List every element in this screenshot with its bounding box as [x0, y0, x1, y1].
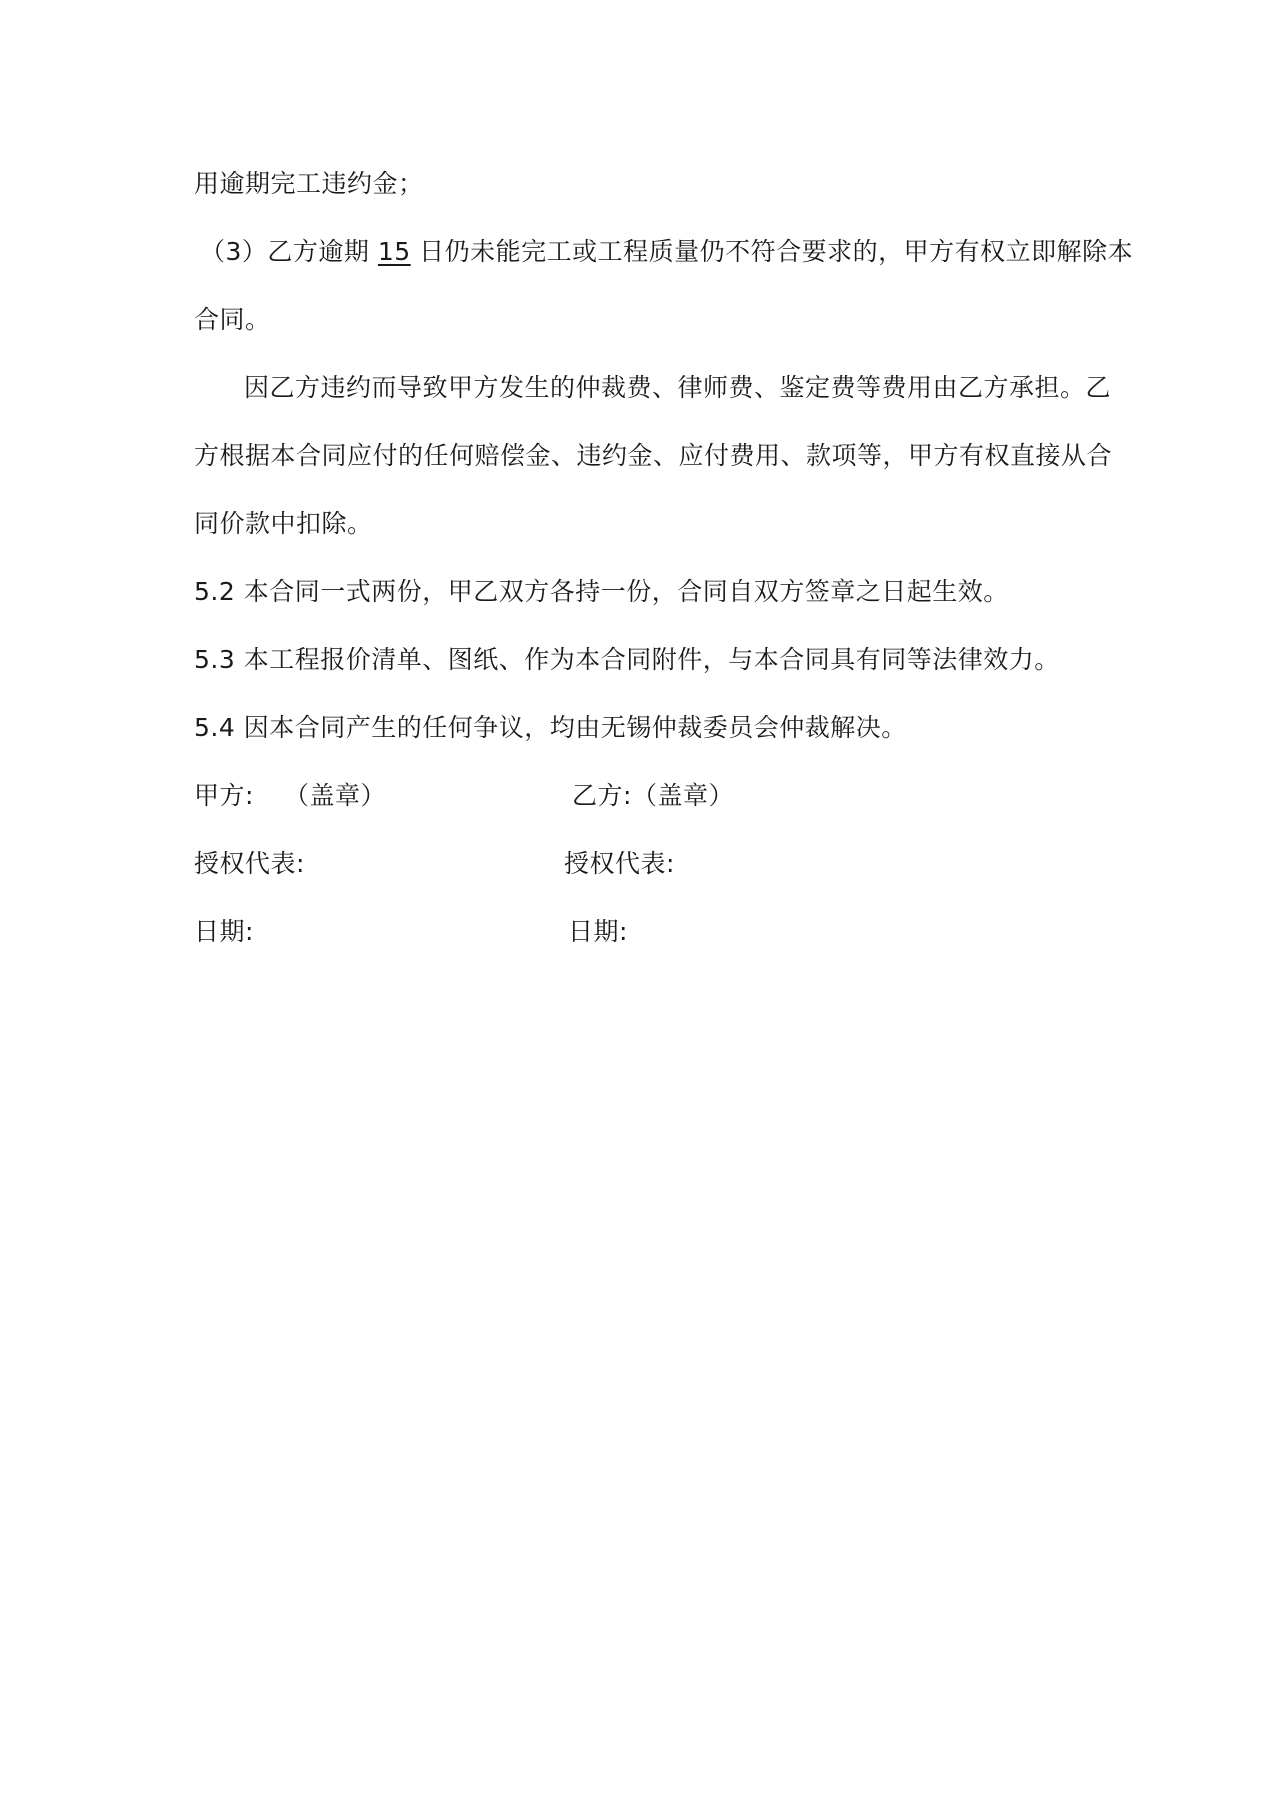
party-b-seal: （盖章） — [631, 781, 734, 810]
party-a-seal: （盖章） — [283, 781, 386, 810]
party-a-signature — [194, 780, 386, 812]
text-line-penalty: 用逾期完工违约金； — [194, 169, 424, 198]
clause-5-2: 5.2 本合同一式两份，甲乙双方各持一份，合同自双方签章之日起生效。 — [194, 577, 1009, 606]
party-a-representative: 授权代表: — [194, 849, 305, 878]
party-b-label: 乙方: — [572, 781, 632, 810]
clause-5-3: 5.3 本工程报价清单、图纸、作为本合同附件，与本合同具有同等法律效力。 — [194, 645, 1060, 674]
party-b-date: 日期: — [568, 917, 628, 946]
paragraph-breach-line-3: 同价款中扣除。 — [194, 509, 373, 538]
clause-item-3-text: 日仍未能完工或工程质量仍不符合要求的，甲方有权立即解除本 — [419, 237, 1134, 266]
paragraph-breach-line-1: 因乙方违约而导致甲方发生的仲裁费、律师费、鉴定费等费用由乙方承担。乙 — [244, 373, 1112, 402]
party-b-signature — [572, 780, 734, 812]
party-a-date: 日期: — [194, 917, 254, 946]
clause-5-4: 5.4 因本合同产生的任何争议，均由无锡仲裁委员会仲裁解决。 — [194, 713, 907, 742]
paragraph-breach-line-2: 方根据本合同应付的任何赔偿金、违约金、应付费用、款项等，甲方有权直接从合 — [194, 441, 1113, 470]
clause-item-3-prefix: （3）乙方逾期 — [200, 237, 370, 266]
clause-item-3 — [200, 236, 1133, 268]
overdue-days-value: 15 — [377, 237, 411, 266]
party-a-label: 甲方: — [194, 781, 254, 810]
party-b-representative: 授权代表: — [564, 849, 675, 878]
text-line-contract: 合同。 — [194, 305, 271, 334]
